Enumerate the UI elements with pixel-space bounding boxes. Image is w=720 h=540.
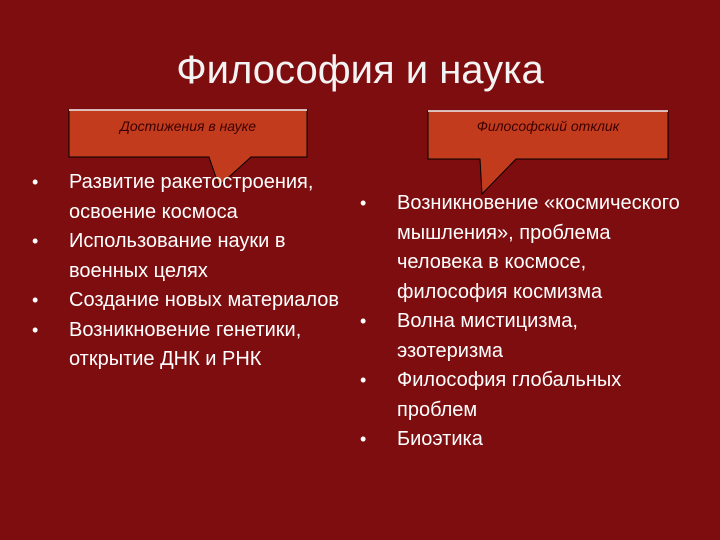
right-callout-label: Философский отклик <box>476 118 620 134</box>
philosophical-response-list <box>358 189 688 455</box>
list-item: • Возникновение «космического мышления», проблема человека в космосе, философия космизма <box>358 189 688 307</box>
list-item: • Развитие ракетостроения, освоение космоса <box>30 168 350 227</box>
list-item: • Использование науки в военных целях <box>30 227 350 286</box>
list-item: • Возникновение генетики, открытие ДНК и РНК <box>30 316 350 375</box>
list-item: • Философия глобальных проблем <box>358 366 688 425</box>
left-callout-label: Достижения в науке <box>120 118 256 134</box>
list-item: • Биоэтика <box>358 425 688 455</box>
right-callout <box>428 111 668 196</box>
list-item: • Волна мистицизма, эзотеризма <box>358 307 688 366</box>
list-item: • Создание новых материалов <box>30 286 350 316</box>
achievements-list <box>30 168 350 375</box>
slide-title: Философия и наука <box>176 48 544 92</box>
